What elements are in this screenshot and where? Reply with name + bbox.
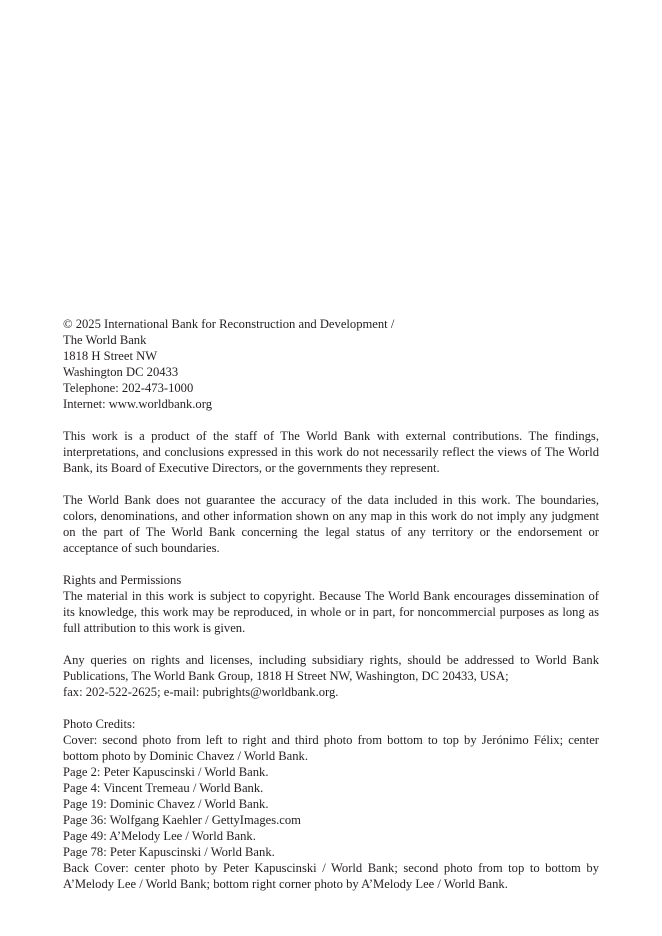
credit-item: Page 36: Wolfgang Kaehler / GettyImages.com (63, 813, 301, 827)
credit-item: Page 78: Peter Kapuscinski / World Bank. (63, 845, 275, 859)
queries-text: Any queries on rights and licenses, including subsidiary rights, should be addressed to World Bank Publications, The World Bank Group, 1818 H Street NW, Washington, DC 20433, USA; (63, 653, 599, 683)
org-name: The World Bank (63, 333, 147, 347)
staff-disclaimer: This work is a product of the staff of The World Bank with external contributions. The findings, interpretations, and conclusions expressed in this work do not necessarily reflect the views of The World Bank, its Board of Executive Directors, or the governments they represent. (63, 429, 599, 475)
photo-credits (63, 716, 599, 892)
city-address: Washington DC 20433 (63, 365, 179, 379)
internet-address: Internet: www.worldbank.org (63, 397, 212, 411)
copyright-line: © 2025 International Bank for Reconstruction and Development / (63, 317, 395, 331)
rights-section (63, 572, 599, 636)
queries-contact: fax: 202-522-2625; e-mail: pubrights@worldbank.org. (63, 685, 339, 699)
accuracy-disclaimer: The World Bank does not guarantee the accuracy of the data included in this work. The boundaries, colors, denominations, and other information shown on any map in this work do not imply any judgment on the part of The World Bank concerning the legal status of any territory or the endorsement or acceptance of such boundaries. (63, 493, 599, 555)
credit-item: Page 19: Dominic Chavez / World Bank. (63, 797, 269, 811)
publisher-address (63, 316, 599, 412)
copyright-page (63, 316, 599, 892)
rights-text: The material in this work is subject to copyright. Because The World Bank encourages dissemination of its knowledge, this work may be reproduced, in whole or in part, for noncommercial purposes as long as full attribution to this work is given. (63, 589, 599, 635)
credit-item: Back Cover: center photo by Peter Kapuscinski / World Bank; second photo from top to bottom by A’Melody Lee / World Bank; bottom right corner photo by A’Melody Lee / World Bank. (63, 861, 599, 891)
credit-item: Cover: second photo from left to right and third photo from bottom to top by Jerónimo Félix; center bottom photo by Dominic Chavez / World Bank. (63, 733, 599, 763)
credits-heading: Photo Credits: (63, 717, 136, 731)
street-address: 1818 H Street NW (63, 349, 158, 363)
queries-section (63, 652, 599, 700)
credit-item: Page 2: Peter Kapuscinski / World Bank. (63, 765, 269, 779)
credit-item: Page 4: Vincent Tremeau / World Bank. (63, 781, 264, 795)
rights-heading: Rights and Permissions (63, 573, 182, 587)
credit-item: Page 49: A’Melody Lee / World Bank. (63, 829, 256, 843)
telephone: Telephone: 202-473-1000 (63, 381, 194, 395)
